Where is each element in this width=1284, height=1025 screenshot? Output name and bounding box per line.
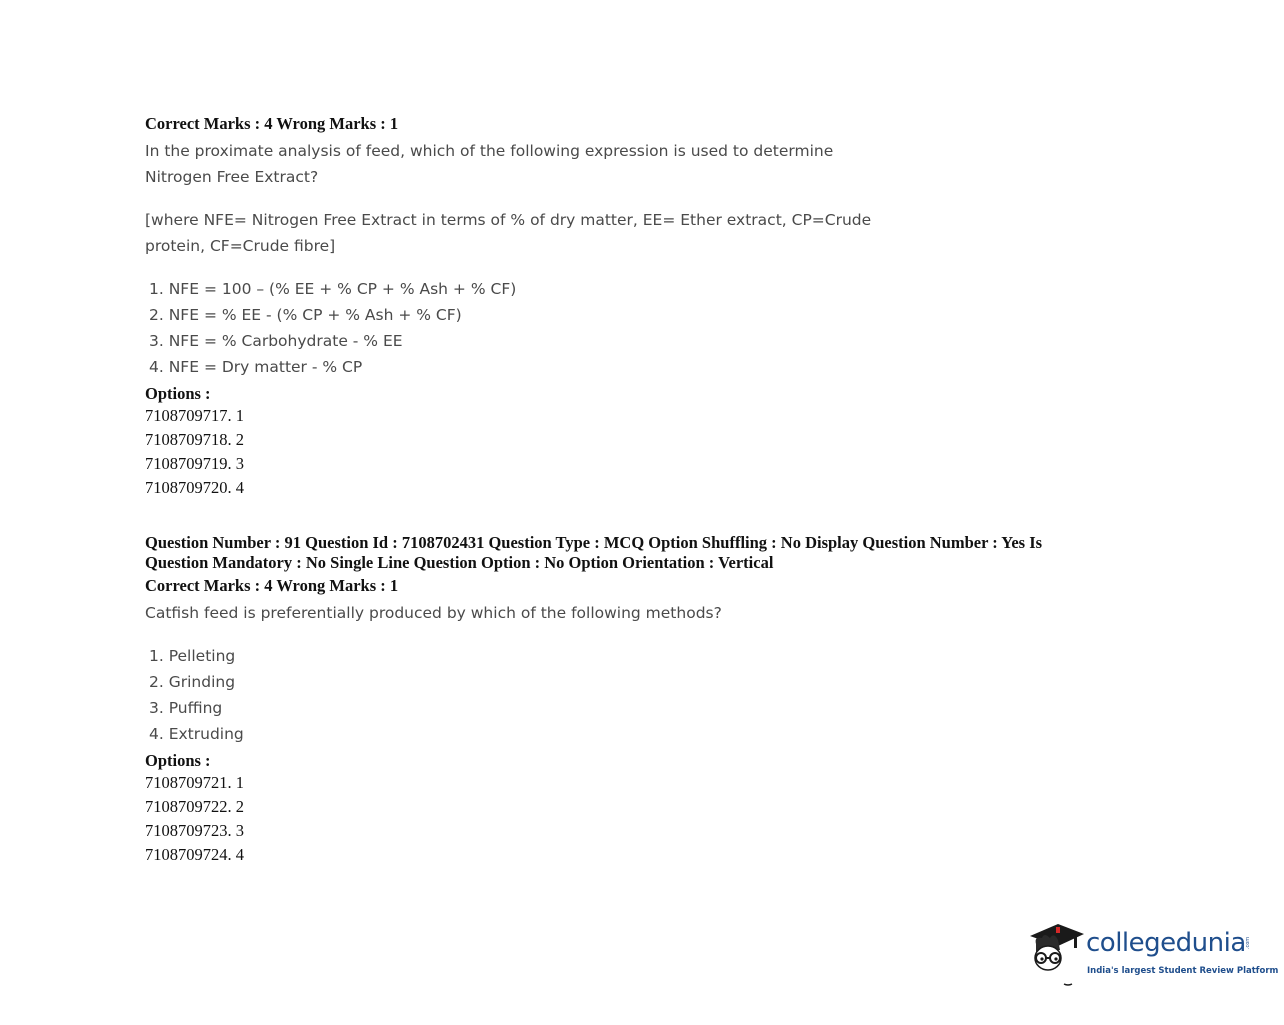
q1-options-label: Options : — [145, 384, 211, 403]
q2-choices-list — [145, 643, 1145, 747]
logo-domain-suffix: .com — [1245, 936, 1252, 950]
logo-wordmark: collegedunia — [1086, 928, 1246, 958]
q1-option-id: 7108709717. 1 — [145, 406, 244, 425]
q1-choices-list — [145, 276, 1145, 380]
q1-note-line: protein, CF=Crude fibre] — [145, 237, 336, 255]
q2-choice: 3. Puffing — [149, 699, 223, 717]
q1-choice: 3. NFE = % Carbohydrate - % EE — [149, 332, 403, 350]
q2-option-id: 7108709724. 4 — [145, 845, 244, 864]
q2-choice: 4. Extruding — [149, 725, 244, 743]
q2-meta-line: Question Mandatory : No Single Line Question Option : No Option Orientation : Vertical — [145, 553, 774, 572]
q2-option-id: 7108709722. 2 — [145, 797, 244, 816]
q1-choice: 2. NFE = % EE - (% CP + % Ash + % CF) — [149, 306, 462, 324]
q1-option-id: 7108709718. 2 — [145, 430, 244, 449]
q1-option-id: 7108709719. 3 — [145, 454, 244, 473]
q1-option-id: 7108709720. 4 — [145, 478, 244, 497]
q1-question-line: In the proximate analysis of feed, which of the following expression is used to determine — [145, 142, 834, 160]
q1-note-line: [where NFE= Nitrogen Free Extract in terms of % of dry matter, EE= Ether extract, CP=Crude — [145, 211, 872, 229]
q1-choice: 4. NFE = Dry matter - % CP — [149, 358, 363, 376]
logo-tagline: India's largest Student Review Platform — [1087, 966, 1279, 976]
q2-option-id: 7108709723. 3 — [145, 821, 244, 840]
q2-options-list — [145, 771, 1145, 867]
mascot-icon — [1026, 918, 1088, 990]
q2-options-label: Options : — [145, 751, 211, 770]
q1-options-list — [145, 404, 1145, 500]
q2-marks: Correct Marks : 4 Wrong Marks : 1 — [145, 576, 399, 595]
q1-choice: 1. NFE = 100 – (% EE + % CP + % Ash + % CF) — [149, 280, 517, 298]
q2-choice: 1. Pelleting — [149, 647, 236, 665]
q2-question-text: Catfish feed is preferentially produced by which of the following methods? — [145, 604, 722, 622]
q1-question-text — [145, 138, 1145, 190]
q2-meta-line: Question Number : 91 Question Id : 7108702431 Question Type : MCQ Option Shuffling : No Display Question Number : Yes Is — [145, 533, 1043, 552]
collegedunia-logo — [1026, 918, 1279, 990]
q1-question-line: Nitrogen Free Extract? — [145, 168, 319, 186]
q1-note-text — [145, 207, 1145, 259]
q2-meta — [145, 533, 1145, 573]
q2-option-id: 7108709721. 1 — [145, 773, 244, 792]
q2-choice: 2. Grinding — [149, 673, 236, 691]
q1-marks: Correct Marks : 4 Wrong Marks : 1 — [145, 114, 399, 133]
